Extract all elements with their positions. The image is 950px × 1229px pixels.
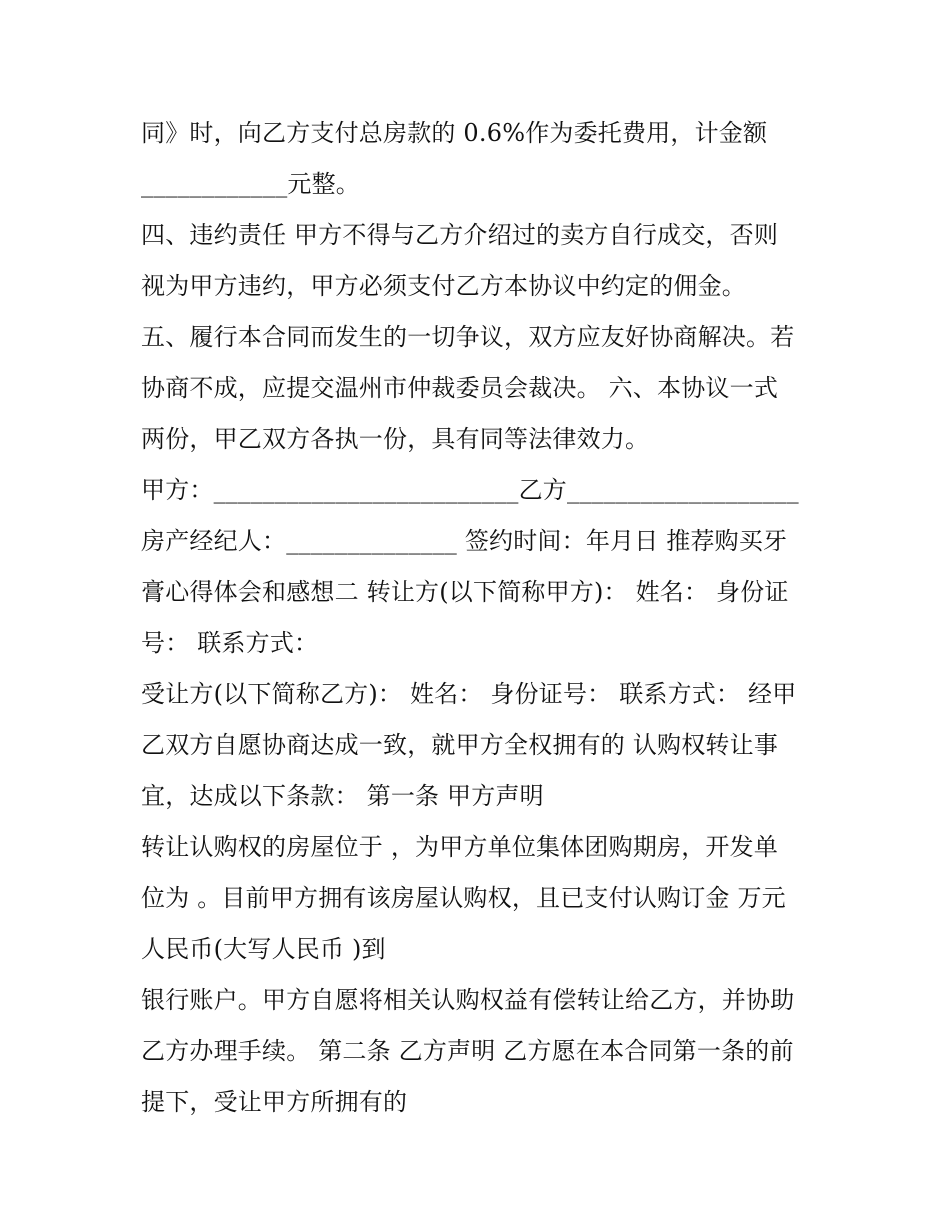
text-line: 宜，达成以下条款： 第一条 甲方声明 [141,782,544,810]
text-line: 同》时，向乙方支付总房款的 0.6%作为委托费用，计金额 [141,119,768,147]
text-line: 四、违约责任 甲方不得与乙方介绍过的卖方自行成交，否则 [141,221,779,249]
text-line: 银行账户。甲方自愿将相关认购权益有偿转让给乙方，并协助 [141,986,795,1014]
text-line: 乙双方自愿协商达成一致，就甲方全权拥有的 认购权转让事 [141,731,779,759]
text-line: 房产经纪人：______________ 签约时间：年月日 推荐购买牙 [141,527,788,555]
text-line: 人民币(大写人民币 )到 [141,935,386,963]
text-line: 受让方(以下简称乙方)： 姓名： 身份证号： 联系方式： 经甲 [141,680,797,708]
document-body [141,108,821,1128]
text-line: ____________元整。 [141,170,360,198]
text-line: 膏心得体会和感想二 转让方(以下简称甲方)： 姓名： 身份证 [141,578,789,606]
text-line: 乙方办理手续。 第二条 乙方声明 乙方愿在本合同第一条的前 [141,1037,794,1065]
text-line: 转让认购权的房屋位于 ，为甲方单位集体团购期房，开发单 [141,833,779,861]
text-line: 甲方：_________________________乙方___________________ [141,476,799,504]
text-line: 视为甲方违约，甲方必须支付乙方本协议中约定的佣金。 [141,272,746,300]
text-line: 协商不成，应提交温州市仲裁委员会裁决。 六、本协议一式 [141,374,779,402]
text-line: 两份，甲乙双方各执一份，具有同等法律效力。 [141,425,650,453]
text-line: 提下，受让甲方所拥有的 [141,1088,408,1116]
text-line: 五、履行本合同而发生的一切争议，双方应友好协商解决。若 [141,323,795,351]
text-line: 号： 联系方式： [141,629,319,657]
text-line: 位为 。目前甲方拥有该房屋认购权，且已支付认购订金 万元 [141,884,786,912]
